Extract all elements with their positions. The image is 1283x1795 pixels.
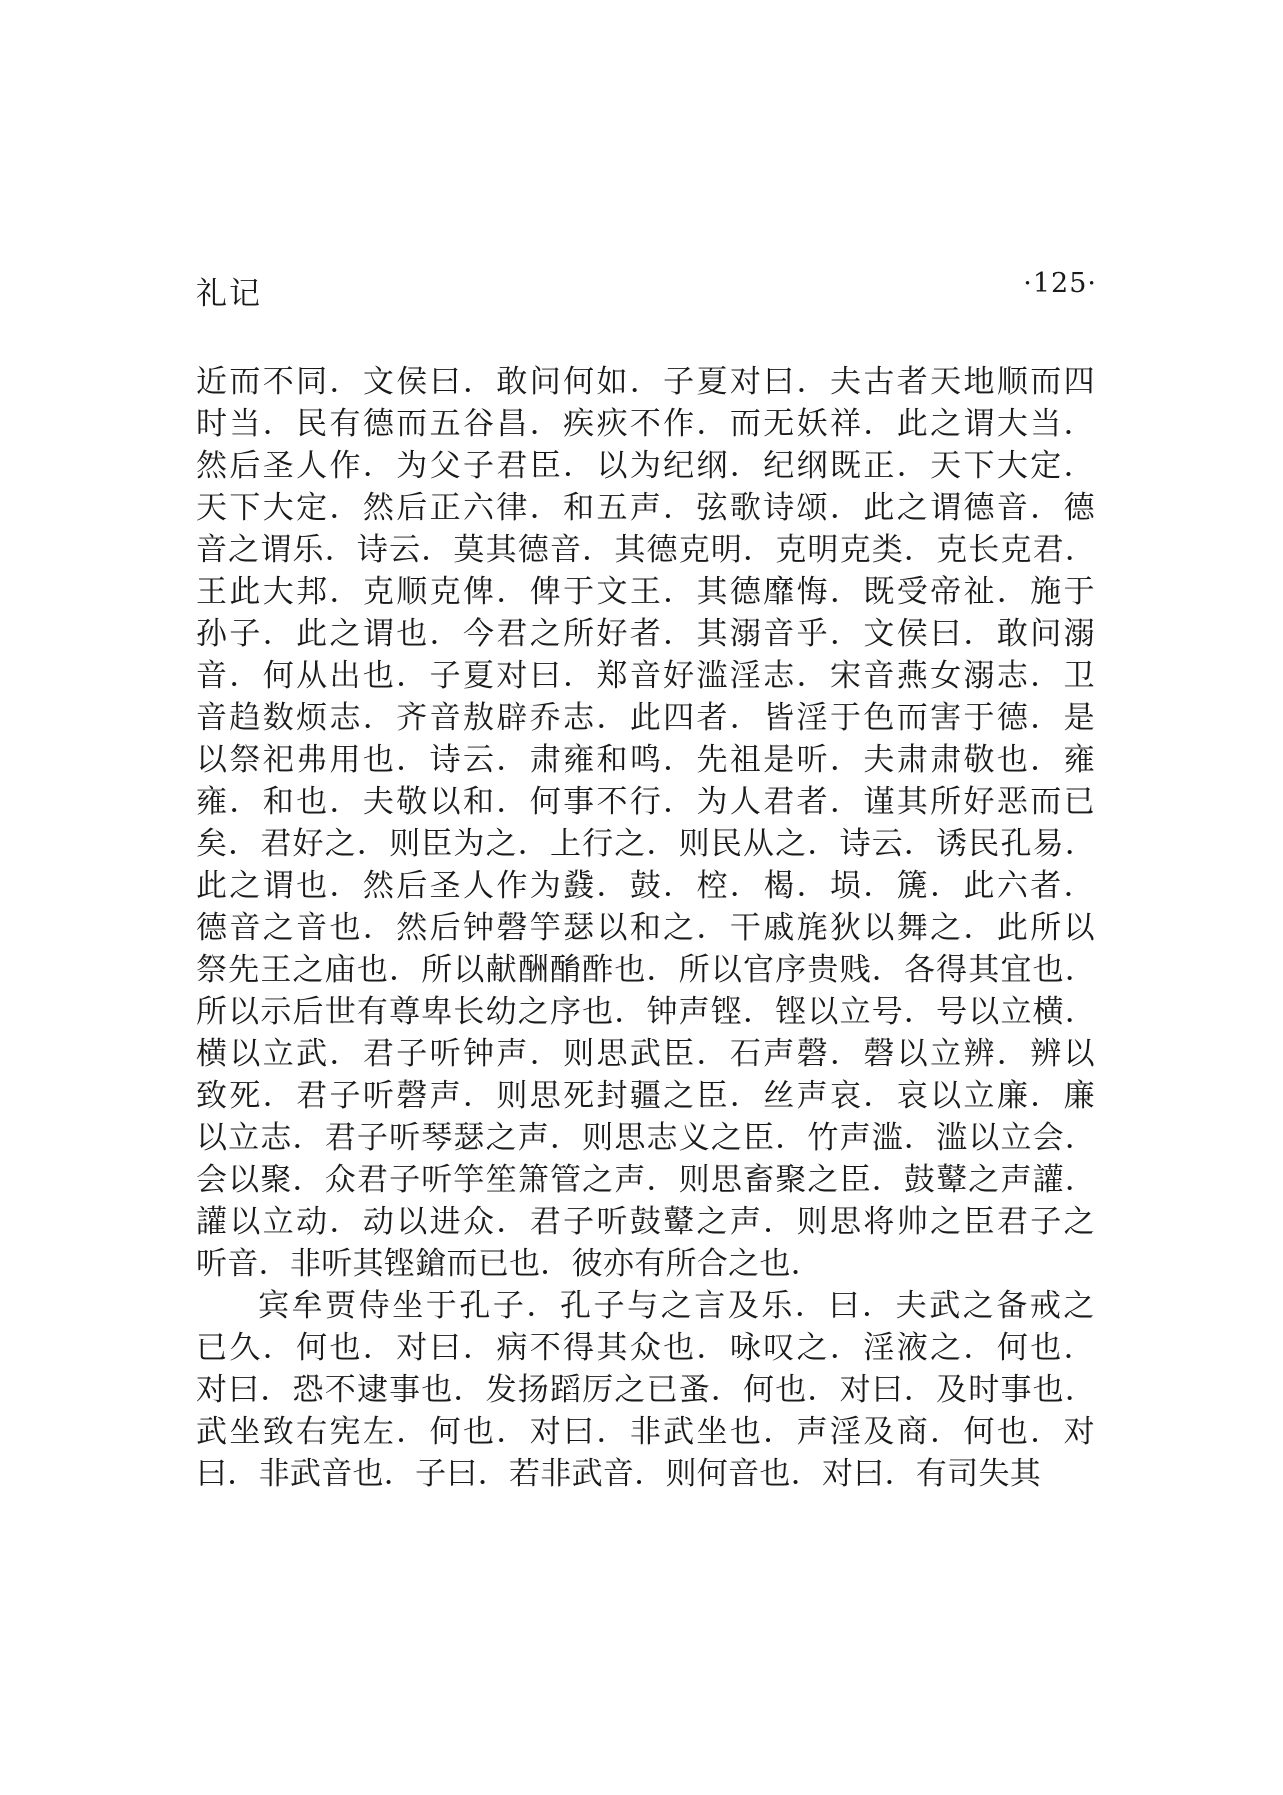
text-line: 听音．非听其铿鎗而已也．彼亦有所合之也．	[196, 1246, 822, 1282]
text-line: 会以聚．众君子听竽笙箫管之声．则思畜聚之臣．鼓鼙之声讙．	[196, 1162, 1097, 1198]
body-text	[196, 361, 1097, 1495]
text-line: 德音之音也．然后钟磬竽瑟以和之．干戚旄狄以舞之．此所以	[196, 910, 1097, 946]
page-header	[196, 268, 1097, 312]
running-title: 礼记	[196, 276, 262, 312]
text-line: 雍．和也．夫敬以和．何事不行．为人君者．谨其所好恶而已	[196, 784, 1097, 820]
text-line: 以立志．君子听琴瑟之声．则思志义之臣．竹声滥．滥以立会．	[196, 1120, 1097, 1156]
text-line: 王此大邦．克顺克俾．俾于文王．其德靡悔．既受帝祉．施于	[196, 574, 1097, 610]
paragraph-first-line: 宾牟贾侍坐于孔子．孔子与之言及乐．曰．夫武之备戒之	[258, 1288, 1097, 1324]
text-line: 孙子．此之谓也．今君之所好者．其溺音乎．文侯曰．敢问溺	[196, 616, 1097, 652]
text-line: 武坐致右宪左．何也．对曰．非武坐也．声淫及商．何也．对	[196, 1414, 1097, 1450]
text-line: 所以示后世有尊卑长幼之序也．钟声铿．铿以立号．号以立横．	[196, 994, 1097, 1030]
text-line: 致死．君子听磬声．则思死封疆之臣．丝声哀．哀以立廉．廉	[196, 1078, 1097, 1114]
text-line: 音．何从出也．子夏对曰．郑音好滥淫志．宋音燕女溺志．卫	[196, 658, 1097, 694]
text-line: 已久．何也．对曰．病不得其众也．咏叹之．淫液之．何也．	[196, 1330, 1097, 1366]
text-line: 音之谓乐．诗云．莫其德音．其德克明．克明克类．克长克君．	[196, 532, 1097, 568]
text-line: 然后圣人作．为父子君臣．以为纪纲．纪纲既正．天下大定．	[196, 448, 1097, 484]
text-line: 时当．民有德而五谷昌．疾疢不作．而无妖祥．此之谓大当．	[196, 406, 1097, 442]
text-line: 此之谓也．然后圣人作为鼗．鼓．椌．楬．埙．篪．此六者．	[196, 868, 1097, 904]
text-line: 近而不同．文侯曰．敢问何如．子夏对曰．夫古者天地顺而四	[196, 364, 1097, 400]
text-line: 矣．君好之．则臣为之．上行之．则民从之．诗云．诱民孔易．	[196, 826, 1097, 862]
text-line: 以祭祀弗用也．诗云．肃雍和鸣．先祖是听．夫肃肃敬也．雍	[196, 742, 1097, 778]
text-line: 横以立武．君子听钟声．则思武臣．石声磬．磬以立辨．辨以	[196, 1036, 1097, 1072]
text-line: 祭先王之庙也．所以献酬酳酢也．所以官序贵贱．各得其宜也．	[196, 952, 1097, 988]
page-number: ·125·	[1023, 268, 1097, 299]
text-line: 音趋数烦志．齐音敖辟乔志．此四者．皆淫于色而害于德．是	[196, 700, 1097, 736]
text-line: 讙以立动．动以进众．君子听鼓鼙之声．则思将帅之臣君子之	[196, 1204, 1097, 1240]
text-line: 曰．非武音也．子曰．若非武音．则何音也．对曰．有司失其	[196, 1456, 1042, 1492]
text-line: 天下大定．然后正六律．和五声．弦歌诗颂．此之谓德音．德	[196, 490, 1097, 526]
text-line: 对曰．恐不逮事也．发扬蹈厉之已蚤．何也．对曰．及时事也．	[196, 1372, 1097, 1408]
